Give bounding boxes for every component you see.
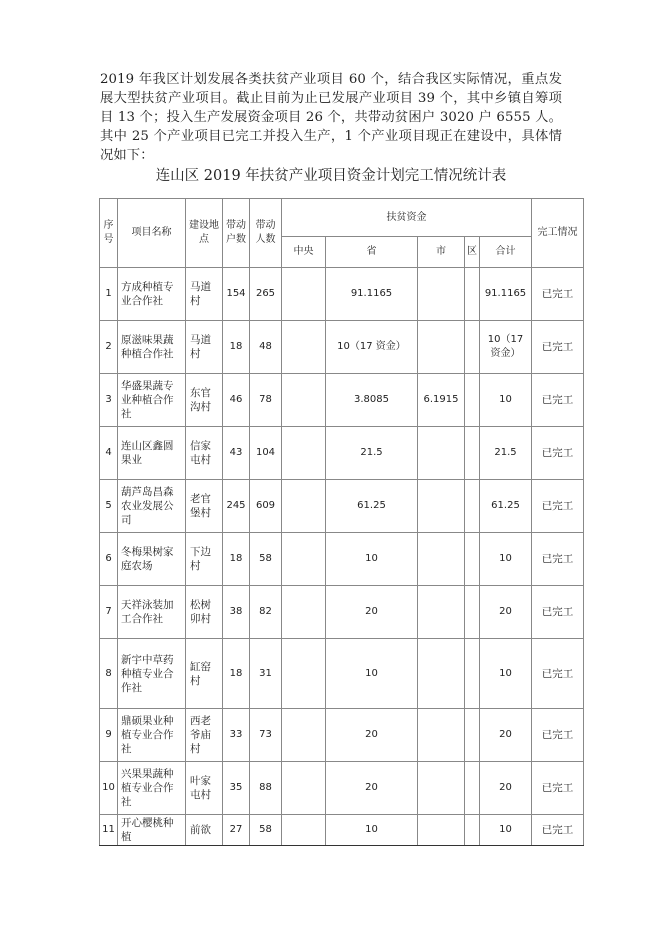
header-people: 带动人数 bbox=[250, 199, 282, 268]
central-cell bbox=[282, 321, 326, 374]
seq-cell: 6 bbox=[100, 533, 118, 586]
location-cell: 西老爷庙村 bbox=[186, 709, 223, 762]
table-row bbox=[100, 268, 584, 321]
city-cell bbox=[418, 815, 465, 846]
seq-cell: 5 bbox=[100, 480, 118, 533]
status-cell: 已完工 bbox=[532, 268, 584, 321]
province-cell: 21.5 bbox=[326, 427, 418, 480]
province-cell: 10（17 资金） bbox=[326, 321, 418, 374]
header-total: 合计 bbox=[480, 237, 532, 268]
seq-cell: 7 bbox=[100, 586, 118, 639]
name-cell: 方成种植专业合作社 bbox=[118, 268, 186, 321]
central-cell bbox=[282, 762, 326, 815]
location-cell: 马道村 bbox=[186, 321, 223, 374]
name-cell: 原滋味果蔬种植合作社 bbox=[118, 321, 186, 374]
location-cell: 马道村 bbox=[186, 268, 223, 321]
name-cell: 新宇中草药种植专业合作社 bbox=[118, 639, 186, 709]
total-cell: 61.25 bbox=[480, 480, 532, 533]
seq-cell: 1 bbox=[100, 268, 118, 321]
total-cell: 21.5 bbox=[480, 427, 532, 480]
name-cell: 兴果果蔬种植专业合作社 bbox=[118, 762, 186, 815]
status-cell: 已完工 bbox=[532, 321, 584, 374]
status-cell: 已完工 bbox=[532, 709, 584, 762]
seq-cell: 11 bbox=[100, 815, 118, 846]
header-location: 建设地点 bbox=[186, 199, 223, 268]
total-cell: 20 bbox=[480, 586, 532, 639]
province-cell: 20 bbox=[326, 586, 418, 639]
name-cell: 连山区鑫圆果业 bbox=[118, 427, 186, 480]
total-cell: 10 bbox=[480, 533, 532, 586]
location-cell: 信家屯村 bbox=[186, 427, 223, 480]
header-district: 区 bbox=[465, 237, 480, 268]
people-cell: 609 bbox=[250, 480, 282, 533]
seq-cell: 8 bbox=[100, 639, 118, 709]
province-cell: 3.8085 bbox=[326, 374, 418, 427]
seq-cell: 9 bbox=[100, 709, 118, 762]
central-cell bbox=[282, 709, 326, 762]
district-cell bbox=[465, 374, 480, 427]
people-cell: 73 bbox=[250, 709, 282, 762]
central-cell bbox=[282, 586, 326, 639]
total-cell: 20 bbox=[480, 762, 532, 815]
city-cell bbox=[418, 480, 465, 533]
city-cell bbox=[418, 427, 465, 480]
location-cell: 东官沟村 bbox=[186, 374, 223, 427]
district-cell bbox=[465, 815, 480, 846]
total-cell: 10 bbox=[480, 815, 532, 846]
district-cell bbox=[465, 321, 480, 374]
central-cell bbox=[282, 533, 326, 586]
table-row bbox=[100, 586, 584, 639]
people-cell: 82 bbox=[250, 586, 282, 639]
location-cell: 前欲 bbox=[186, 815, 223, 846]
project-funds-table bbox=[99, 198, 584, 846]
status-cell: 已完工 bbox=[532, 639, 584, 709]
central-cell bbox=[282, 815, 326, 846]
intro-paragraph: 2019 年我区计划发展各类扶贫产业项目 60 个，结合我区实际情况，重点发展大型扶贫产业项目。截止目前为止已发展产业项目 39 个，其中乡镇自筹项目 13 个；投入生产发展资金项目 26 个，共带动贫困户 3020 户 6555 人。其中 25 个产业项目已完工并投入生产，1 个产业项目现正在建设中，具体情况如下： bbox=[100, 72, 562, 163]
location-cell: 叶家屯村 bbox=[186, 762, 223, 815]
people-cell: 48 bbox=[250, 321, 282, 374]
header-name: 项目名称 bbox=[118, 199, 186, 268]
total-cell: 10（17 资金） bbox=[480, 321, 532, 374]
location-cell: 缸窑村 bbox=[186, 639, 223, 709]
seq-cell: 3 bbox=[100, 374, 118, 427]
people-cell: 58 bbox=[250, 815, 282, 846]
central-cell bbox=[282, 639, 326, 709]
header-seq: 序号 bbox=[100, 199, 118, 268]
province-cell: 10 bbox=[326, 815, 418, 846]
header-central: 中央 bbox=[282, 237, 326, 268]
name-cell: 天祥泳装加工合作社 bbox=[118, 586, 186, 639]
table-row bbox=[100, 639, 584, 709]
status-cell: 已完工 bbox=[532, 762, 584, 815]
seq-cell: 10 bbox=[100, 762, 118, 815]
district-cell bbox=[465, 480, 480, 533]
people-cell: 31 bbox=[250, 639, 282, 709]
households-cell: 33 bbox=[223, 709, 250, 762]
status-cell: 已完工 bbox=[532, 533, 584, 586]
location-cell: 下边村 bbox=[186, 533, 223, 586]
header-city: 市 bbox=[418, 237, 465, 268]
name-cell: 冬梅果树家庭农场 bbox=[118, 533, 186, 586]
province-cell: 61.25 bbox=[326, 480, 418, 533]
table-row bbox=[100, 480, 584, 533]
name-cell: 开心樱桃种植 bbox=[118, 815, 186, 846]
central-cell bbox=[282, 427, 326, 480]
name-cell: 鼎硕果业种植专业合作社 bbox=[118, 709, 186, 762]
district-cell bbox=[465, 533, 480, 586]
district-cell bbox=[465, 586, 480, 639]
province-cell: 20 bbox=[326, 709, 418, 762]
district-cell bbox=[465, 709, 480, 762]
city-cell bbox=[418, 533, 465, 586]
total-cell: 10 bbox=[480, 639, 532, 709]
name-cell: 葫芦岛昌森农业发展公司 bbox=[118, 480, 186, 533]
households-cell: 154 bbox=[223, 268, 250, 321]
people-cell: 58 bbox=[250, 533, 282, 586]
city-cell: 6.1915 bbox=[418, 374, 465, 427]
central-cell bbox=[282, 480, 326, 533]
people-cell: 78 bbox=[250, 374, 282, 427]
header-province: 省 bbox=[326, 237, 418, 268]
households-cell: 38 bbox=[223, 586, 250, 639]
status-cell: 已完工 bbox=[532, 586, 584, 639]
total-cell: 20 bbox=[480, 709, 532, 762]
table-row bbox=[100, 709, 584, 762]
households-cell: 18 bbox=[223, 321, 250, 374]
table-row bbox=[100, 533, 584, 586]
total-cell: 91.1165 bbox=[480, 268, 532, 321]
households-cell: 18 bbox=[223, 533, 250, 586]
city-cell bbox=[418, 586, 465, 639]
city-cell bbox=[418, 762, 465, 815]
households-cell: 245 bbox=[223, 480, 250, 533]
central-cell bbox=[282, 268, 326, 321]
table-row bbox=[100, 427, 584, 480]
households-cell: 18 bbox=[223, 639, 250, 709]
city-cell bbox=[418, 268, 465, 321]
location-cell: 松树卯村 bbox=[186, 586, 223, 639]
status-cell: 已完工 bbox=[532, 815, 584, 846]
district-cell bbox=[465, 427, 480, 480]
table-row bbox=[100, 374, 584, 427]
seq-cell: 4 bbox=[100, 427, 118, 480]
city-cell bbox=[418, 709, 465, 762]
province-cell: 10 bbox=[326, 533, 418, 586]
province-cell: 10 bbox=[326, 639, 418, 709]
province-cell: 91.1165 bbox=[326, 268, 418, 321]
table-title: 连山区 2019 年扶贫产业项目资金计划完工情况统计表 bbox=[155, 168, 507, 184]
district-cell bbox=[465, 762, 480, 815]
households-cell: 35 bbox=[223, 762, 250, 815]
table-row bbox=[100, 815, 584, 846]
status-cell: 已完工 bbox=[532, 480, 584, 533]
total-cell: 10 bbox=[480, 374, 532, 427]
table-row bbox=[100, 762, 584, 815]
status-cell: 已完工 bbox=[532, 374, 584, 427]
header-funds: 扶贫资金 bbox=[282, 199, 532, 237]
province-cell: 20 bbox=[326, 762, 418, 815]
district-cell bbox=[465, 639, 480, 709]
households-cell: 43 bbox=[223, 427, 250, 480]
people-cell: 104 bbox=[250, 427, 282, 480]
people-cell: 88 bbox=[250, 762, 282, 815]
district-cell bbox=[465, 268, 480, 321]
header-households: 带动户数 bbox=[223, 199, 250, 268]
table-row bbox=[100, 321, 584, 374]
households-cell: 46 bbox=[223, 374, 250, 427]
header-status: 完工情况 bbox=[532, 199, 584, 268]
seq-cell: 2 bbox=[100, 321, 118, 374]
people-cell: 265 bbox=[250, 268, 282, 321]
households-cell: 27 bbox=[223, 815, 250, 846]
city-cell bbox=[418, 639, 465, 709]
central-cell bbox=[282, 374, 326, 427]
location-cell: 老官堡村 bbox=[186, 480, 223, 533]
city-cell bbox=[418, 321, 465, 374]
name-cell: 华盛果蔬专业种植合作社 bbox=[118, 374, 186, 427]
status-cell: 已完工 bbox=[532, 427, 584, 480]
